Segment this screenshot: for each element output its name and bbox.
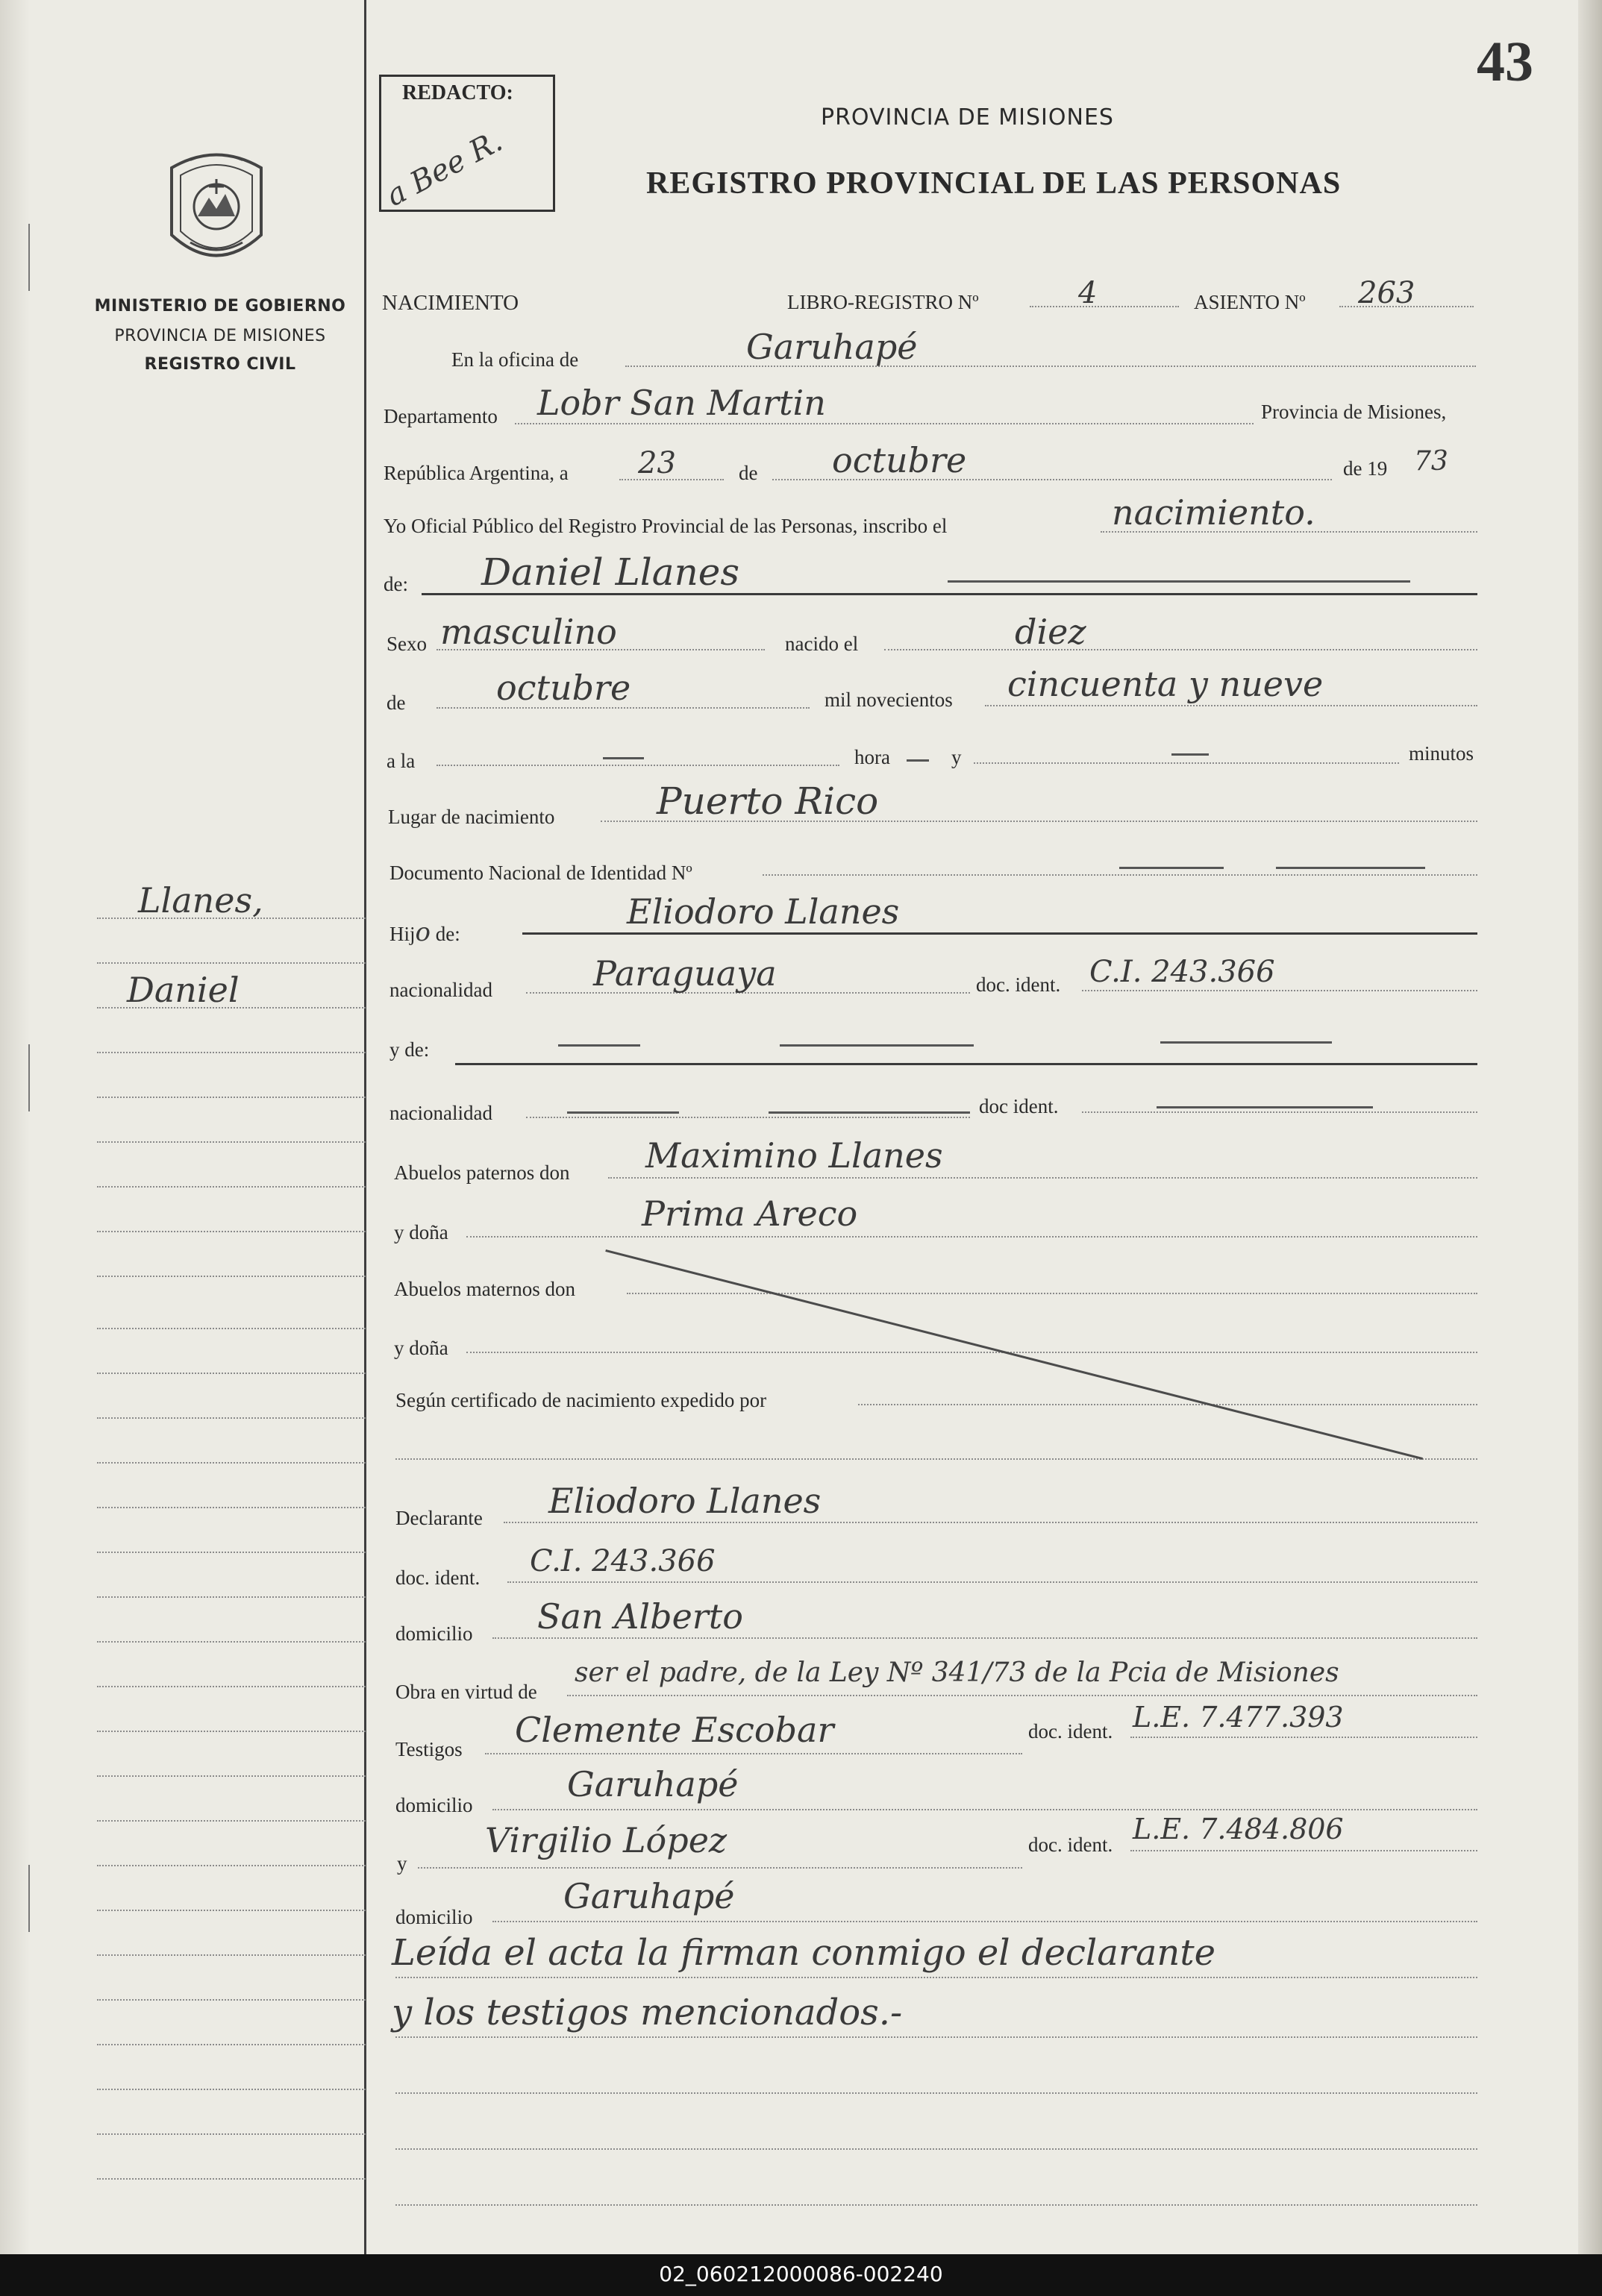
certificado-label: Según certificado de nacimiento expedido por [395, 1389, 767, 1411]
hijo-label-text: Hij [389, 923, 416, 945]
minutos-label: minutos [1409, 742, 1474, 765]
mes-nacimiento-value: octubre [496, 668, 631, 708]
page-edge [1578, 0, 1602, 2254]
abuelo-paterno-value: Maximino Llanes [645, 1135, 943, 1176]
doc-testigo-1-value: L.E. 7.477.393 [1133, 1701, 1344, 1734]
anio-value: 73 [1414, 446, 1448, 477]
departamento-label: Departamento [384, 405, 498, 427]
mil-novecientos-label: mil novecientos [825, 689, 953, 711]
dni-label: Documento Nacional de Identidad Nº [389, 862, 692, 884]
republica-label: República Argentina, a [384, 462, 569, 484]
hijo-suffix: o [415, 918, 431, 947]
asiento-label: ASIENTO Nº [1194, 291, 1306, 313]
testigo-1-value: Clemente Escobar [515, 1710, 834, 1750]
doc-ident-label-5: doc. ident. [1028, 1834, 1113, 1856]
de-label-3: de [387, 691, 406, 714]
hora-label: hora [854, 746, 890, 768]
redacto-signature: a Bee R. [381, 124, 508, 213]
provincia-label: Provincia de Misiones, [1261, 401, 1447, 423]
page-binding [0, 0, 30, 2254]
sidebar-province-label: PROVINCIA DE MISIONES [114, 327, 326, 345]
abuelos-maternos-label: Abuelos maternos don [394, 1278, 575, 1300]
registry-heading: REGISTRO PROVINCIAL DE LAS PERSONAS [646, 166, 1342, 201]
testigo-2-value: Virgilio López [485, 1820, 728, 1860]
de-label-2: de: [384, 573, 408, 595]
closing-line-1: Leída el acta la firman conmigo el declarante [392, 1932, 1216, 1974]
footer-code: 02_060212000086-002240 [659, 2262, 943, 2286]
declarante-label: Declarante [395, 1507, 483, 1529]
hijo-label [389, 918, 460, 947]
obra-label: Obra en virtud de [395, 1681, 537, 1703]
domicilio-label-2: domicilio [395, 1794, 473, 1816]
oficina-value: Garuhapé [746, 327, 918, 367]
margin-surname: Llanes, [138, 880, 263, 920]
nacido-label: nacido el [785, 633, 859, 655]
redacto-label: REDACTO: [402, 81, 513, 104]
hijo-de-label: de: [435, 923, 460, 945]
lugar-nacimiento-label: Lugar de nacimiento [388, 806, 555, 828]
doc-padre-value: C.I. 243.366 [1089, 955, 1275, 989]
y-dona-label-2: y doña [394, 1337, 448, 1359]
binding-stitch [28, 224, 34, 291]
asiento-value: 263 [1358, 276, 1415, 310]
domicilio-value: San Alberto [537, 1596, 743, 1637]
abuelos-paternos-label: Abuelos paternos don [394, 1161, 570, 1184]
binding-stitch [28, 1044, 34, 1111]
province-seal-icon [157, 145, 276, 276]
doc-ident-label-2: doc ident. [979, 1095, 1059, 1117]
oficina-label: En la oficina de [451, 348, 579, 371]
doc-ident-label-3: doc. ident. [395, 1566, 481, 1589]
y-label-2: y [397, 1852, 407, 1875]
obra-value: ser el padre, de la Ley Nº 341/73 de la Pcia de Misiones [575, 1657, 1339, 1688]
a-la-label: a la [387, 750, 416, 772]
page-number: 43 [1477, 31, 1533, 93]
nacimiento-label: NACIMIENTO [382, 291, 519, 315]
nacionalidad-label-2: nacionalidad [389, 1102, 492, 1124]
abuela-paterna-value: Prima Areco [642, 1194, 858, 1234]
de-label: de [739, 462, 758, 484]
padre-value: Eliodoro Llanes [627, 891, 900, 932]
dia-value: 23 [638, 446, 676, 480]
footer-bar [0, 2254, 1602, 2296]
nombre-value: Daniel Llanes [481, 551, 740, 594]
libro-value: 4 [1078, 276, 1098, 310]
domicilio-testigo-2-value: Garuhapé [563, 1876, 735, 1916]
mes-value: octubre [832, 440, 967, 480]
domicilio-label-3: domicilio [395, 1906, 473, 1928]
sexo-value: masculino [440, 612, 617, 652]
y-dona-label: y doña [394, 1221, 448, 1243]
doc-declarante-value: C.I. 243.366 [530, 1544, 716, 1578]
closing-line-2: y los testigos mencionados.- [392, 1992, 903, 2033]
anio-nacimiento-value: cincuenta y nueve [1007, 664, 1324, 704]
testigos-label: Testigos [395, 1738, 463, 1760]
lugar-nacimiento-value: Puerto Rico [657, 780, 879, 823]
domicilio-label: domicilio [395, 1622, 473, 1645]
margin-given-name: Daniel [127, 970, 240, 1010]
departamento-value: Lobr San Martin [537, 383, 826, 423]
doc-testigo-2-value: L.E. 7.484.806 [1133, 1813, 1344, 1845]
binding-stitch [28, 1865, 34, 1932]
de-anio-label: de 19 [1343, 457, 1388, 480]
y-de-label: y de: [389, 1038, 430, 1061]
libro-label: LIBRO-REGISTRO Nº [787, 291, 979, 313]
registro-civil-label: REGISTRO CIVIL [144, 355, 296, 374]
ministry-label: MINISTERIO DE GOBIERNO [94, 297, 346, 316]
redacto-box [379, 75, 555, 212]
nacionalidad-padre-value: Paraguaya [593, 953, 777, 994]
nacido-value: diez [1015, 612, 1086, 652]
nacionalidad-label: nacionalidad [389, 979, 492, 1001]
doc-ident-label: doc. ident. [976, 973, 1061, 996]
declarante-value: Eliodoro Llanes [548, 1481, 822, 1521]
sexo-label: Sexo [387, 633, 427, 655]
doc-ident-label-4: doc. ident. [1028, 1720, 1113, 1743]
y-label: y [951, 746, 962, 768]
yo-oficial-label: Yo Oficial Público del Registro Provincial de las Personas, inscribo el [384, 515, 948, 537]
domicilio-testigo-1-value: Garuhapé [567, 1764, 739, 1804]
province-heading: PROVINCIA DE MISIONES [821, 104, 1114, 131]
cancellation-stroke [605, 1249, 1423, 1460]
yo-oficial-value: nacimiento. [1112, 492, 1315, 533]
